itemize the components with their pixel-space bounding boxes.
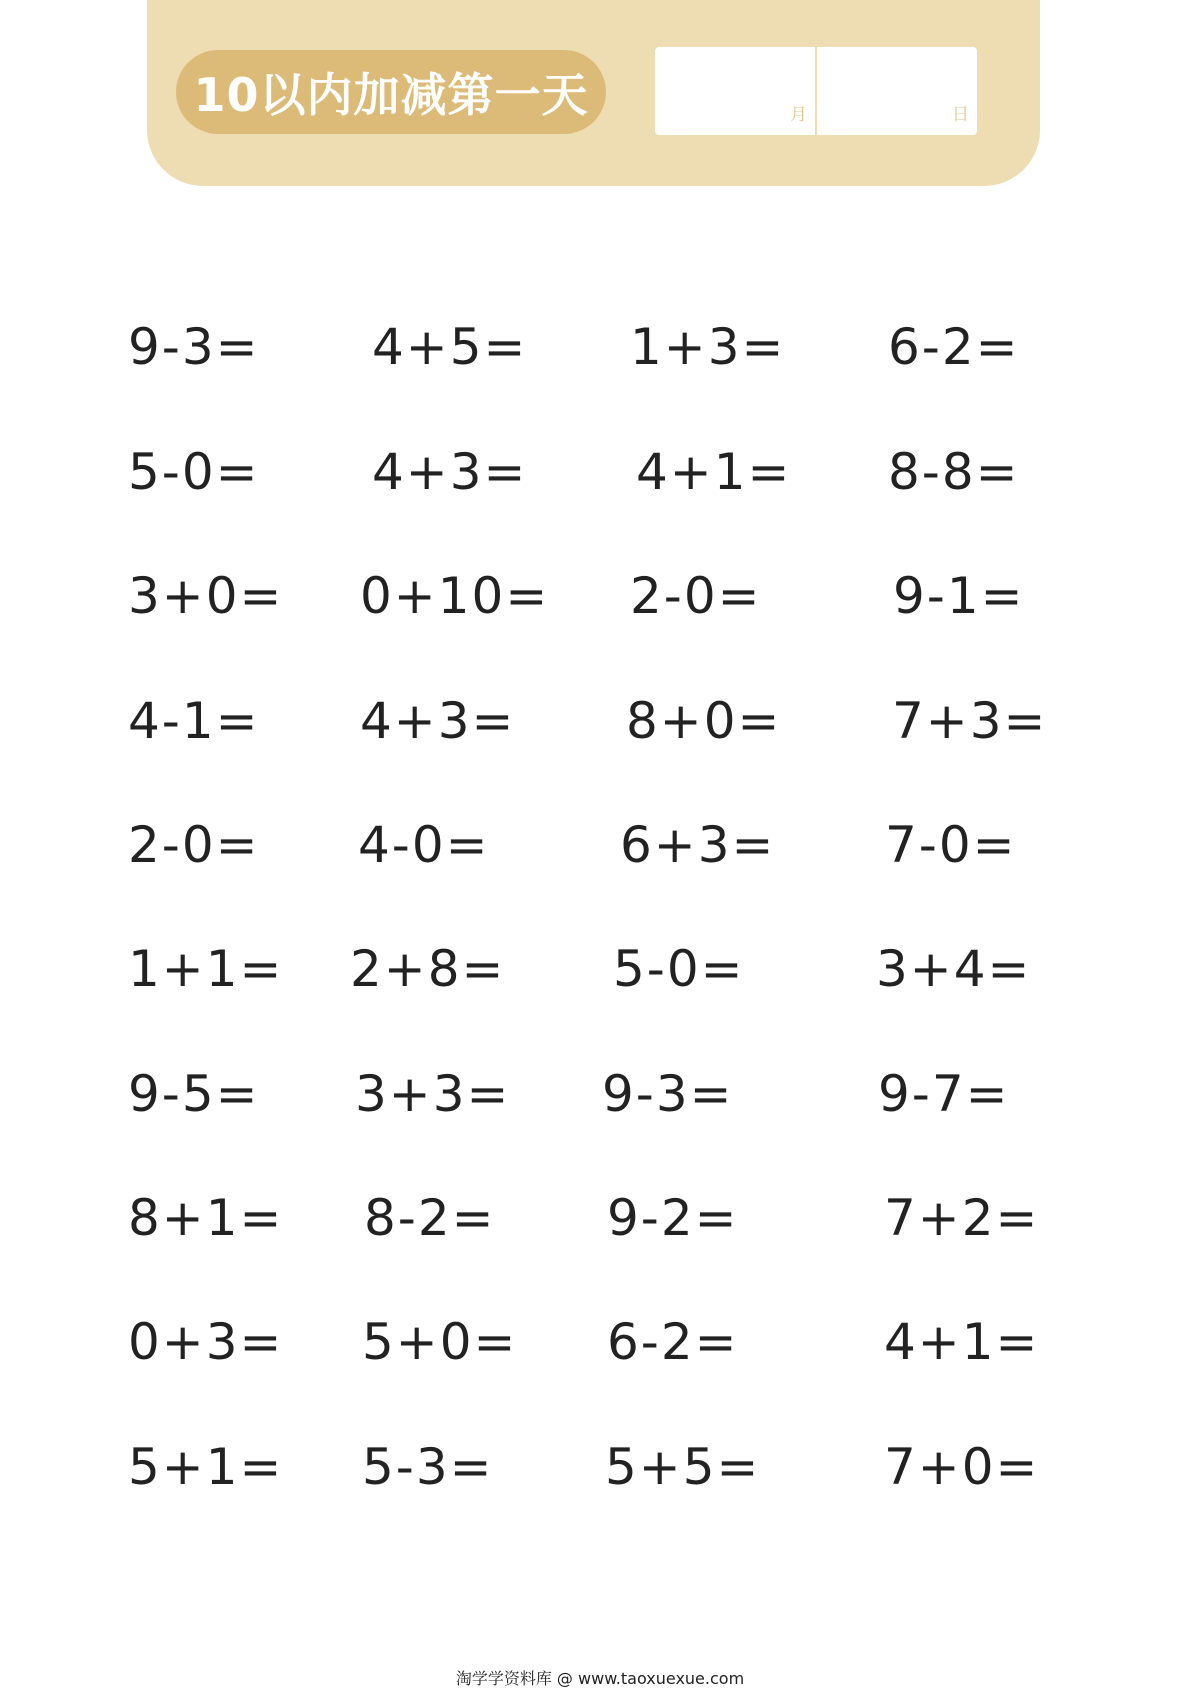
- problem-item: 3+4=: [876, 940, 1032, 998]
- problem-item: 7+3=: [892, 692, 1048, 750]
- problem-item: 8+0=: [626, 692, 782, 750]
- page-title: 10以内加减第一天: [193, 68, 589, 122]
- problem-item: 7+2=: [884, 1189, 1040, 1247]
- problem-item: 7-0=: [885, 816, 1017, 874]
- problem-item: 0+10=: [360, 567, 550, 625]
- problem-item: 8+1=: [128, 1189, 284, 1247]
- problem-item: 8-2=: [364, 1189, 496, 1247]
- problem-item: 1+1=: [128, 940, 284, 998]
- problem-item: 5+1=: [128, 1438, 284, 1496]
- problem-item: 4+1=: [636, 443, 792, 501]
- problem-item: 3+3=: [355, 1065, 511, 1123]
- problem-item: 9-5=: [128, 1065, 260, 1123]
- problem-item: 1+3=: [630, 318, 786, 376]
- problem-item: 4+3=: [372, 443, 528, 501]
- problem-item: 9-3=: [128, 318, 260, 376]
- problem-item: 4+5=: [372, 318, 528, 376]
- problem-item: 6-2=: [888, 318, 1020, 376]
- footer-credit: 淘学学资料库 @ www.taoxuexue.com: [455, 1669, 745, 1688]
- problem-item: 5-0=: [128, 443, 260, 501]
- problem-item: 2+8=: [350, 940, 506, 998]
- problem-item: 5-3=: [362, 1438, 494, 1496]
- problem-item: 2-0=: [128, 816, 260, 874]
- problem-item: 9-3=: [602, 1065, 734, 1123]
- problem-item: 0+3=: [128, 1313, 284, 1371]
- problem-item: 5+0=: [362, 1313, 518, 1371]
- problem-item: 3+0=: [128, 567, 284, 625]
- problem-item: 9-1=: [893, 567, 1025, 625]
- problem-item: 5-0=: [613, 940, 745, 998]
- problem-item: 4+1=: [884, 1313, 1040, 1371]
- day-label: 日: [952, 105, 969, 125]
- month-label: 月: [790, 105, 807, 125]
- problem-item: 4-0=: [358, 816, 490, 874]
- problem-item: 2-0=: [630, 567, 762, 625]
- problem-item: 9-7=: [878, 1065, 1010, 1123]
- problem-item: 4+3=: [360, 692, 516, 750]
- problem-item: 7+0=: [884, 1438, 1040, 1496]
- problem-item: 6-2=: [607, 1313, 739, 1371]
- problem-item: 4-1=: [128, 692, 260, 750]
- problem-item: 5+5=: [605, 1438, 761, 1496]
- problem-item: 9-2=: [607, 1189, 739, 1247]
- problem-item: 8-8=: [888, 443, 1020, 501]
- problem-item: 6+3=: [620, 816, 776, 874]
